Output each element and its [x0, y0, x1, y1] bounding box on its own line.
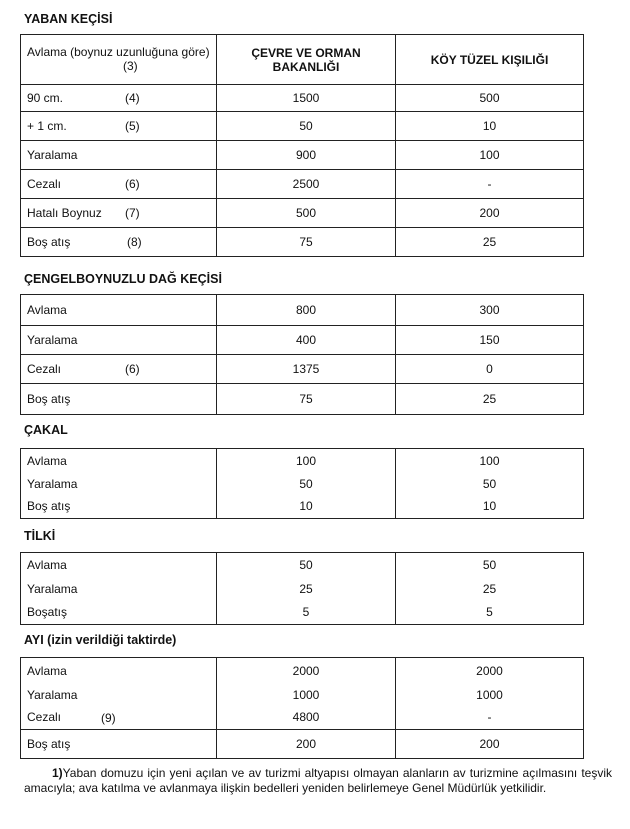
value-cevre: 1500 — [217, 85, 396, 112]
row-label: Boş atış — [21, 730, 217, 759]
row-label: Avlama — [21, 449, 217, 474]
row-label: Avlama — [21, 658, 217, 684]
value-cevre: 50 — [217, 474, 396, 495]
row-label: Yaralama — [21, 578, 217, 600]
row-label: Boş atış — [21, 495, 217, 519]
table-cengelboynuzlu — [20, 294, 584, 415]
value-koy: 500 — [396, 85, 584, 112]
row-label: 90 cm. (4) — [21, 85, 217, 112]
row-label: Boş atış (8) — [21, 228, 217, 257]
value-koy: 50 — [396, 553, 584, 578]
row-label: Cezalı (9) — [21, 706, 217, 730]
table-row — [21, 578, 584, 600]
table-row — [21, 684, 584, 706]
footnote-text: Yaban domuzu için yeni açılan ve av turizmi altyapısı olmayan alanların av turizmine açılmasını teşvik amacıyla; ava katılma ve avlanmaya ilişkin bedelleri yeniden belirlemeye Genel Müdürlük yetkilidir. — [24, 766, 612, 795]
value-cevre: 500 — [217, 199, 396, 228]
row-label: Yaralama — [21, 684, 217, 706]
table-row — [21, 199, 584, 228]
row-label: Avlama — [21, 295, 217, 326]
row-label: Cezalı (6) — [21, 170, 217, 199]
value-cevre: 400 — [217, 326, 396, 355]
table-tilki — [20, 552, 584, 625]
table-row — [21, 706, 584, 730]
section-title-cengelboynuzlu: ÇENGELBOYNUZLU DAĞ KEÇİSİ — [24, 272, 222, 286]
table-row — [21, 85, 584, 112]
value-koy: 200 — [396, 730, 584, 759]
table-row — [21, 170, 584, 199]
value-koy: 100 — [396, 449, 584, 474]
value-cevre: 10 — [217, 495, 396, 519]
value-koy: 1000 — [396, 684, 584, 706]
row-label: Boş atış — [21, 384, 217, 415]
value-cevre: 75 — [217, 228, 396, 257]
value-cevre: 2500 — [217, 170, 396, 199]
table-row — [21, 384, 584, 415]
value-cevre: 5 — [217, 600, 396, 625]
value-koy: 25 — [396, 578, 584, 600]
table-row — [21, 730, 584, 759]
value-cevre: 25 — [217, 578, 396, 600]
table-row — [21, 355, 584, 384]
footnote-number: 1) — [52, 766, 63, 780]
value-cevre: 75 — [217, 384, 396, 415]
table-row — [21, 295, 584, 326]
section-title-tilki: TİLKİ — [24, 529, 56, 543]
value-cevre: 1375 — [217, 355, 396, 384]
value-cevre: 100 — [217, 449, 396, 474]
value-koy: - — [396, 706, 584, 730]
table-row — [21, 228, 584, 257]
row-label: Hatalı Boynuz (7) — [21, 199, 217, 228]
value-koy: 300 — [396, 295, 584, 326]
header-label-avlama: Avlama (boynuz uzunluğuna göre) — [27, 45, 210, 59]
row-label: Avlama — [21, 553, 217, 578]
table-row — [21, 112, 584, 141]
value-koy: 10 — [396, 495, 584, 519]
row-label: + 1 cm. (5) — [21, 112, 217, 141]
header-cell-cevre: ÇEVRE VE ORMAN BAKANLIĞI — [217, 35, 396, 85]
header-cell-avlama — [21, 35, 217, 85]
table-row — [21, 141, 584, 170]
section-title-cakal: ÇAKAL — [24, 423, 68, 437]
value-koy: 100 — [396, 141, 584, 170]
table-cakal — [20, 448, 584, 519]
row-label: Yaralama — [21, 141, 217, 170]
table-row — [21, 495, 584, 519]
value-cevre: 900 — [217, 141, 396, 170]
table-yaban-kecisi — [20, 34, 584, 257]
row-label: Yaralama — [21, 474, 217, 495]
value-cevre: 50 — [217, 112, 396, 141]
value-koy: 2000 — [396, 658, 584, 684]
table-row — [21, 600, 584, 625]
value-cevre: 50 — [217, 553, 396, 578]
value-koy: 25 — [396, 384, 584, 415]
section-title-ayi: AYI (izin verildiği taktirde) — [24, 633, 177, 647]
value-cevre: 1000 — [217, 684, 396, 706]
table-header-row — [21, 35, 584, 85]
value-koy: 50 — [396, 474, 584, 495]
header-cell-koy: KÖY TÜZEL KIŞILIĞI — [396, 35, 584, 85]
table-row — [21, 474, 584, 495]
footnote — [24, 766, 612, 796]
value-koy: 150 — [396, 326, 584, 355]
section-title-yaban-kecisi: YABAN KEÇİSİ — [24, 12, 113, 26]
row-label: Cezalı (6) — [21, 355, 217, 384]
value-koy: 5 — [396, 600, 584, 625]
value-cevre: 2000 — [217, 658, 396, 684]
table-ayi — [20, 657, 584, 759]
value-cevre: 200 — [217, 730, 396, 759]
header-note: (3) — [123, 59, 138, 73]
row-label: Boşatış — [21, 600, 217, 625]
row-label: Yaralama — [21, 326, 217, 355]
table-row — [21, 449, 584, 474]
value-koy: 200 — [396, 199, 584, 228]
value-koy: 10 — [396, 112, 584, 141]
table-row — [21, 658, 584, 684]
value-koy: 0 — [396, 355, 584, 384]
table-row — [21, 326, 584, 355]
value-koy: - — [396, 170, 584, 199]
value-cevre: 800 — [217, 295, 396, 326]
value-koy: 25 — [396, 228, 584, 257]
value-cevre: 4800 — [217, 706, 396, 730]
table-row — [21, 553, 584, 578]
